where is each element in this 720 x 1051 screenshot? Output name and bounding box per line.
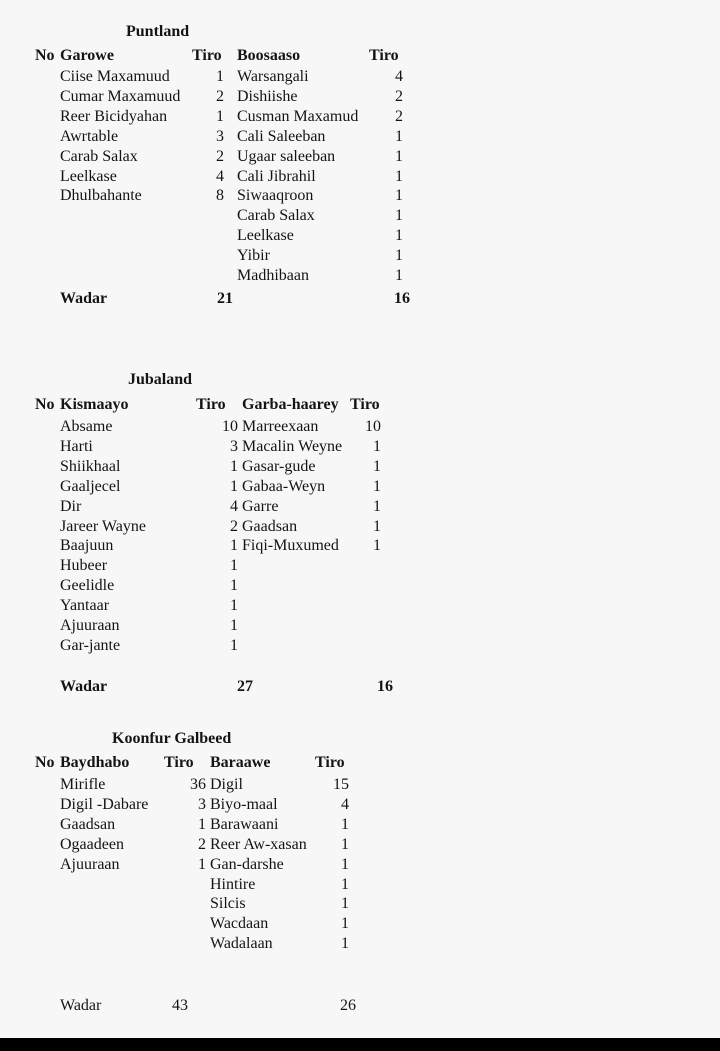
right-clan-count: 1 [395, 267, 403, 284]
right-clan-name: Biyo-maal [210, 796, 278, 813]
section-title: Koonfur Galbeed [112, 730, 232, 747]
right-clan-count: 10 [365, 418, 381, 435]
bottom-bar [0, 1038, 720, 1051]
left-clan-name: Ciise Maxamuud [60, 68, 170, 85]
left-clan-name: Gar-jante [60, 637, 121, 654]
left-clan-count: 1 [230, 478, 238, 495]
right-clan-name: Gasar-gude [242, 458, 316, 475]
total-left: 21 [217, 290, 233, 307]
left-clan-name: Reer Bicidyahan [60, 108, 168, 125]
right-clan-name: Hintire [210, 876, 256, 893]
right-clan-name: Gabaa-Weyn [242, 478, 326, 495]
total-left: 43 [172, 997, 188, 1014]
right-clan-name: Wadalaan [210, 935, 273, 952]
left-clan-count: 1 [198, 816, 206, 833]
left-clan-count: 1 [230, 617, 238, 634]
left-clan-name: Geelidle [60, 577, 115, 594]
right-clan-name: Garre [242, 498, 279, 515]
right-clan-count: 2 [395, 88, 403, 105]
left-clan-name: Dhulbahante [60, 187, 142, 204]
left-clan-name: Digil -Dabare [60, 796, 149, 813]
right-clan-name: Fiqi-Muxumed [242, 537, 339, 554]
left-clan-count: 1 [230, 557, 238, 574]
right-clan-name: Silcis [210, 895, 246, 912]
right-clan-count: 1 [395, 247, 403, 264]
right-clan-name: Wacdaan [210, 915, 269, 932]
left-clan-count: 3 [216, 128, 224, 145]
left-clan-name: Dir [60, 498, 82, 515]
header-no: No [35, 47, 55, 64]
right-clan-count: 1 [341, 876, 349, 893]
right-clan-count: 1 [373, 537, 381, 554]
left-clan-count: 1 [216, 108, 224, 125]
left-clan-name: Yantaar [60, 597, 110, 614]
right-clan-name: Barawaani [210, 816, 279, 833]
left-clan-count: 2 [230, 518, 238, 535]
right-clan-count: 1 [341, 935, 349, 952]
left-clan-name: Cumar Maxamuud [60, 88, 181, 105]
left-clan-count: 1 [198, 856, 206, 873]
header-city2: Garba-haarey [242, 396, 339, 413]
total-label: Wadar [60, 290, 108, 307]
header-city1: Kismaayo [60, 396, 129, 413]
header-city1: Baydhabo [60, 754, 130, 771]
right-clan-count: 1 [373, 518, 381, 535]
header-city2: Boosaaso [237, 47, 301, 64]
right-clan-count: 2 [395, 108, 403, 125]
header-no: No [35, 754, 55, 771]
left-clan-name: Shiikhaal [60, 458, 121, 475]
right-clan-name: Digil [210, 776, 243, 793]
header-tiro2: Tiro [350, 396, 380, 413]
left-clan-name: Gaadsan [60, 816, 116, 833]
right-clan-count: 1 [341, 915, 349, 932]
total-label: Wadar [60, 678, 108, 695]
left-clan-count: 10 [222, 418, 238, 435]
left-clan-count: 36 [190, 776, 206, 793]
right-clan-count: 1 [341, 856, 349, 873]
right-clan-count: 4 [395, 68, 403, 85]
left-clan-name: Baajuun [60, 537, 114, 554]
left-clan-name: Carab Salax [60, 148, 138, 165]
left-clan-count: 8 [216, 187, 224, 204]
left-clan-name: Ajuuraan [60, 856, 120, 873]
right-clan-name: Madhibaan [237, 267, 309, 284]
right-clan-name: Gaadsan [242, 518, 298, 535]
left-clan-count: 1 [230, 458, 238, 475]
total-left: 27 [237, 678, 253, 695]
right-clan-name: Marreexaan [242, 418, 319, 435]
section-title: Jubaland [128, 371, 193, 388]
header-tiro1: Tiro [164, 754, 194, 771]
left-clan-name: Jareer Wayne [60, 518, 146, 535]
right-clan-count: 1 [341, 895, 349, 912]
right-clan-name: Cali Saleeban [237, 128, 326, 145]
header-tiro1: Tiro [196, 396, 226, 413]
right-clan-count: 15 [333, 776, 349, 793]
right-clan-name: Ugaar saleeban [237, 148, 336, 165]
right-clan-count: 1 [395, 128, 403, 145]
left-clan-name: Hubeer [60, 557, 108, 574]
total-right: 16 [394, 290, 410, 307]
header-city2: Baraawe [210, 754, 271, 771]
header-tiro2: Tiro [369, 47, 399, 64]
left-clan-count: 1 [230, 577, 238, 594]
right-clan-name: Carab Salax [237, 207, 315, 224]
left-clan-count: 1 [216, 68, 224, 85]
right-clan-count: 1 [395, 148, 403, 165]
left-clan-name: Gaaljecel [60, 478, 121, 495]
left-clan-name: Harti [60, 438, 93, 455]
left-clan-count: 2 [198, 836, 206, 853]
header-no: No [35, 396, 55, 413]
total-right: 16 [377, 678, 393, 695]
header-tiro1: Tiro [192, 47, 222, 64]
right-clan-count: 1 [395, 168, 403, 185]
right-clan-name: Yibir [237, 247, 270, 264]
right-clan-name: Leelkase [237, 227, 294, 244]
left-clan-name: Ogaadeen [60, 836, 124, 853]
right-clan-count: 1 [341, 816, 349, 833]
left-clan-count: 1 [230, 597, 238, 614]
right-clan-count: 1 [373, 498, 381, 515]
left-clan-count: 3 [198, 796, 206, 813]
left-clan-name: Mirifle [60, 776, 106, 793]
left-clan-name: Ajuuraan [60, 617, 120, 634]
total-right: 26 [340, 997, 356, 1014]
section-title: Puntland [126, 23, 190, 40]
left-clan-count: 4 [230, 498, 238, 515]
right-clan-name: Cali Jibrahil [237, 168, 316, 185]
total-label: Wadar [60, 997, 102, 1014]
right-clan-name: Gan-darshe [210, 856, 284, 873]
right-clan-count: 1 [341, 836, 349, 853]
left-clan-name: Absame [60, 418, 113, 435]
left-clan-name: Awrtable [60, 128, 119, 145]
header-tiro2: Tiro [315, 754, 345, 771]
right-clan-count: 1 [395, 227, 403, 244]
right-clan-name: Reer Aw-xasan [210, 836, 307, 853]
right-clan-count: 1 [395, 187, 403, 204]
right-clan-count: 1 [395, 207, 403, 224]
left-clan-count: 4 [216, 168, 224, 185]
right-clan-count: 1 [373, 478, 381, 495]
header-city1: Garowe [60, 47, 114, 64]
right-clan-name: Warsangali [237, 68, 309, 85]
right-clan-count: 4 [341, 796, 349, 813]
right-clan-name: Dishiishe [237, 88, 298, 105]
left-clan-name: Leelkase [60, 168, 117, 185]
left-clan-count: 1 [230, 637, 238, 654]
right-clan-count: 1 [373, 458, 381, 475]
left-clan-count: 3 [230, 438, 238, 455]
right-clan-name: Cusman Maxamud [237, 108, 359, 125]
right-clan-name: Macalin Weyne [242, 438, 343, 455]
right-clan-count: 1 [373, 438, 381, 455]
left-clan-count: 2 [216, 88, 224, 105]
left-clan-count: 1 [230, 537, 238, 554]
left-clan-count: 2 [216, 148, 224, 165]
right-clan-name: Siwaaqroon [237, 187, 314, 204]
